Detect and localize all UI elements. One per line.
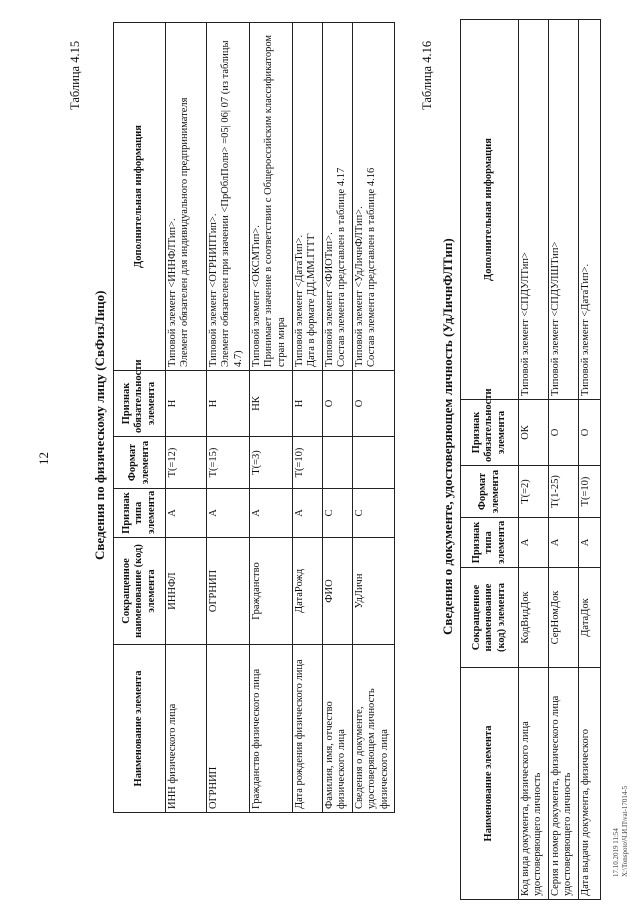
table-row [250,23,293,813]
cell-required: НК [250,371,293,437]
cell-type: А [166,489,207,538]
cell-info [549,20,579,400]
cell-code: Гражданство [250,538,293,645]
info-line: Принимает значение в соответствии с Общероссийским классификатором стран мира [263,34,287,367]
cell-format: T(=15) [207,437,250,489]
table-row [293,23,323,813]
cell-name: Гражданство физического лица [250,645,293,813]
info-line: Типовой элемент <СПДУЛТип> [520,252,531,396]
cell-format: T(=12) [166,437,207,489]
col-header-format: Формат элемента [461,466,519,518]
col-header-required: Признак обязательности элемента [114,371,166,437]
cell-type: А [549,518,579,568]
cell-type: А [579,518,601,568]
footer-line: 17.10.2019 11:54 [612,828,620,877]
cell-code: ДатаДок [579,568,601,668]
cell-name: Дата выдачи документа, физического [579,668,601,900]
table-row [519,20,549,900]
table2-title: Сведения о документе, удостоверяющем личность (УдЛичнФЛТип) [440,238,455,635]
cell-required: О [323,371,353,437]
cell-format [323,437,353,489]
col-header-type: Признак типа элемента [114,489,166,538]
cell-required: Н [293,371,323,437]
table-row [323,23,353,813]
cell-code: УдЛичн [353,538,395,645]
cell-info [293,23,323,371]
footer-stamp [612,786,630,877]
table1-label: Таблица 4.15 [68,40,82,110]
col-header-info: Дополнительная информация [461,20,519,400]
cell-info [519,20,549,400]
info-line: Типовой элемент <УдЛичнФЛТип>. [354,206,365,367]
cell-info [250,23,293,371]
cell-info [579,20,601,400]
cell-code: ИННФЛ [166,538,207,645]
cell-format [353,437,395,489]
table-udlichnfltip [460,19,601,900]
cell-type: А [207,489,250,538]
page-number: 12 [36,452,51,465]
cell-code: ОГРНИП [207,538,250,645]
col-header-name: Наименование элемента [114,645,166,813]
cell-required: Н [166,371,207,437]
cell-required: Н [207,371,250,437]
cell-required: О [353,371,395,437]
table2-label: Таблица 4.16 [420,40,434,110]
col-header-required: Признак обязательности элемента [461,400,519,466]
info-line: Дата в формате ДД.ММ.ГГГГ [306,233,318,367]
info-line: Типовой элемент <СПДУЛШТип> [550,241,561,396]
col-header-code: Сокращенное наименование (код) элемента [461,568,519,668]
cell-code: ФИО [323,538,353,645]
cell-code: КодВидДок [519,568,549,668]
cell-name: Серия и номер документа, физического лица удостоверяющего личность [549,668,579,900]
cell-format: T(=10) [293,437,323,489]
cell-type: А [519,518,549,568]
info-line: Состав элемента представлен в таблице 4.16 [366,167,378,367]
table-row [549,20,579,900]
footer-line: X:\Tonspoto\Ч.И.П\vat-17014-5 [620,785,629,877]
cell-format: T(=10) [579,466,601,518]
info-line: Типовой элемент <ОКСМТип>. [251,225,262,367]
table1-title: Сведения по физическому лицу (СвФизЛицо) [92,290,107,560]
table-row [166,23,207,813]
cell-type: С [353,489,395,538]
cell-info [353,23,395,371]
cell-type: А [250,489,293,538]
cell-info [207,23,250,371]
info-line: Элемент обязателен для индивидуального предпринимателя [179,97,191,367]
cell-info [166,23,207,371]
info-line: Типовой элемент <ДатаТип>. [580,263,591,396]
cell-name: Сведения о документе, удостоверяющем личность физического лица [353,645,395,813]
cell-type: А [293,489,323,538]
info-line: Состав элемента представлен в таблице 4.17 [336,167,348,367]
cell-format: T(=2) [519,466,549,518]
cell-type: С [323,489,353,538]
cell-name: ОГРНИП [207,645,250,813]
cell-required: О [549,400,579,466]
col-header-format: Формат элемента [114,437,166,489]
cell-required: О [579,400,601,466]
col-header-code: Сокращенное наименование (код) элемента [114,538,166,645]
cell-name: ИНН физического лица [166,645,207,813]
info-line: Типовой элемент <ОГРНИПТип>. [208,213,219,367]
cell-format: T(1-25) [549,466,579,518]
table-row [353,23,395,813]
cell-name: Дата рождения физического лица [293,645,323,813]
cell-format: T(=3) [250,437,293,489]
info-line: Элемент обязателен при значении <ПрОблПолн> =05| 06| 07 (из таблицы 4.7) [220,40,244,367]
info-line: Типовой элемент <ИННФЛТип>. [167,218,178,367]
info-line: Типовой элемент <ДатаТип>. [294,234,305,367]
cell-code: СерНомДок [549,568,579,668]
cell-code: ДатаРожд [293,538,323,645]
table-row [207,23,250,813]
info-line: Типовой элемент <ФИОТип>. [324,232,335,367]
table-svfizlitso [113,22,395,813]
cell-name: Фамилия, имя, отчество физического лица [323,645,353,813]
cell-required: ОК [519,400,549,466]
cell-info [323,23,353,371]
table-row [579,20,601,900]
col-header-type: Признак типа элемента [461,518,519,568]
col-header-info: Дополнительная информация [114,23,166,371]
cell-name: Код вида документа, физического лица удостоверяющего личность [519,668,549,900]
col-header-name: Наименование элемента [461,668,519,900]
